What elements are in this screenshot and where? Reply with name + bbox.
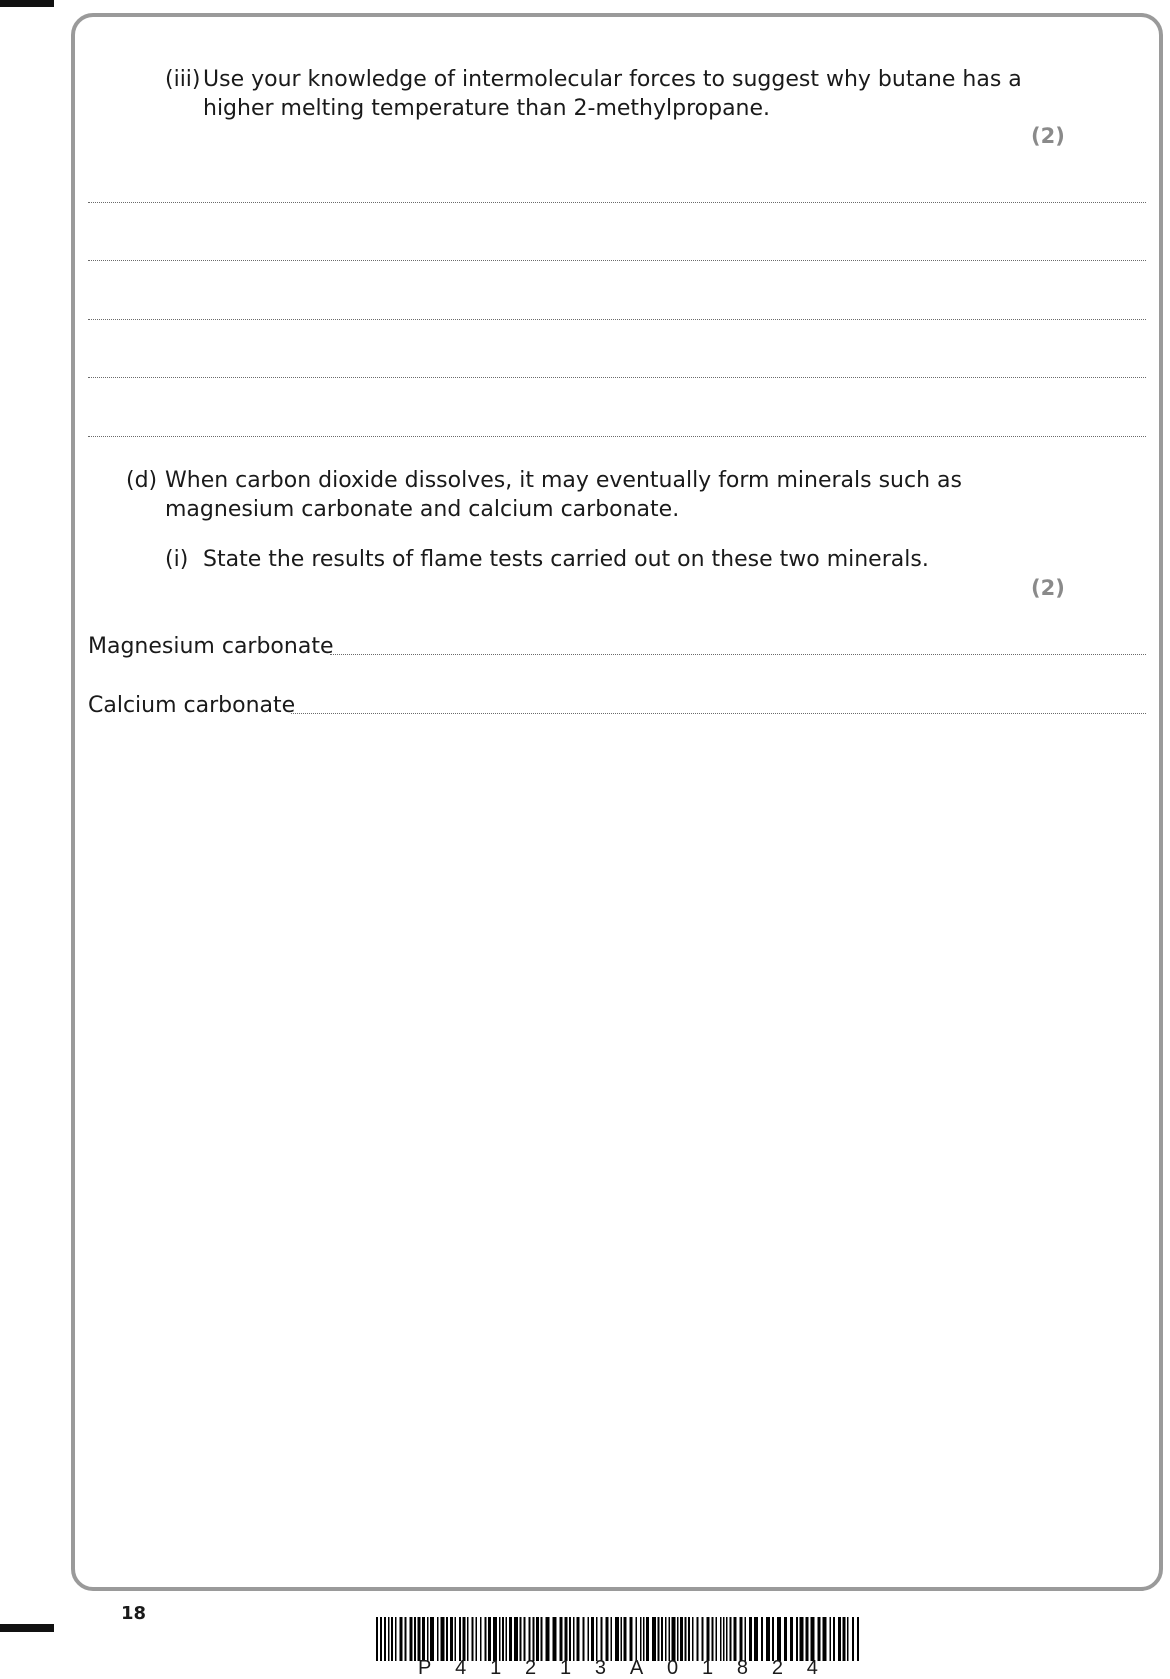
answer-line-5[interactable] <box>88 436 1146 437</box>
barcode-text <box>418 1657 818 1679</box>
question-iii-label: (iii) <box>165 67 201 92</box>
calcium-carbonate-answer-line[interactable] <box>291 713 1146 714</box>
page-number: 18 <box>121 1603 147 1624</box>
barcode-char: 8 <box>736 1657 748 1679</box>
barcode-char: 4 <box>455 1657 467 1679</box>
answer-line-2[interactable] <box>88 260 1146 261</box>
registration-mark-top <box>0 0 54 7</box>
answer-line-4[interactable] <box>88 377 1146 378</box>
barcode-char: 1 <box>559 1657 572 1679</box>
barcode-icon <box>376 1617 860 1661</box>
barcode-char: 2 <box>771 1657 783 1679</box>
question-d-text-line2: magnesium carbonate and calcium carbonate. <box>165 497 680 522</box>
barcode-char: 1 <box>701 1657 714 1679</box>
barcode-char: 0 <box>667 1657 679 1679</box>
barcode-char: 1 <box>490 1657 502 1679</box>
answer-line-1[interactable] <box>88 202 1146 203</box>
barcode-char: A <box>629 1657 644 1679</box>
barcode-char: 4 <box>806 1657 818 1679</box>
barcode-char: 3 <box>594 1657 607 1679</box>
magnesium-carbonate-label: Magnesium carbonate <box>88 634 334 659</box>
answer-line-3[interactable] <box>88 319 1146 320</box>
barcode-char: 2 <box>525 1657 537 1679</box>
registration-mark-bottom <box>0 1624 54 1632</box>
question-iii-text-line2: higher melting temperature than 2-methylpropane. <box>203 96 771 121</box>
question-d-i-text: State the results of flame tests carried out on these two minerals. <box>203 547 929 572</box>
magnesium-carbonate-answer-line[interactable] <box>330 654 1146 655</box>
question-d-label: (d) <box>126 468 158 493</box>
question-d-i-label: (i) <box>165 547 189 572</box>
question-iii-text-line1: Use your knowledge of intermolecular forces to suggest why butane has a <box>203 67 1022 92</box>
question-d-text-line1: When carbon dioxide dissolves, it may eventually form minerals such as <box>165 468 962 493</box>
calcium-carbonate-label: Calcium carbonate <box>88 693 296 718</box>
question-d-i-marks: (2) <box>1031 576 1065 600</box>
barcode-char: P <box>418 1657 432 1679</box>
question-iii-marks: (2) <box>1031 124 1065 148</box>
answer-frame <box>71 13 1163 1591</box>
